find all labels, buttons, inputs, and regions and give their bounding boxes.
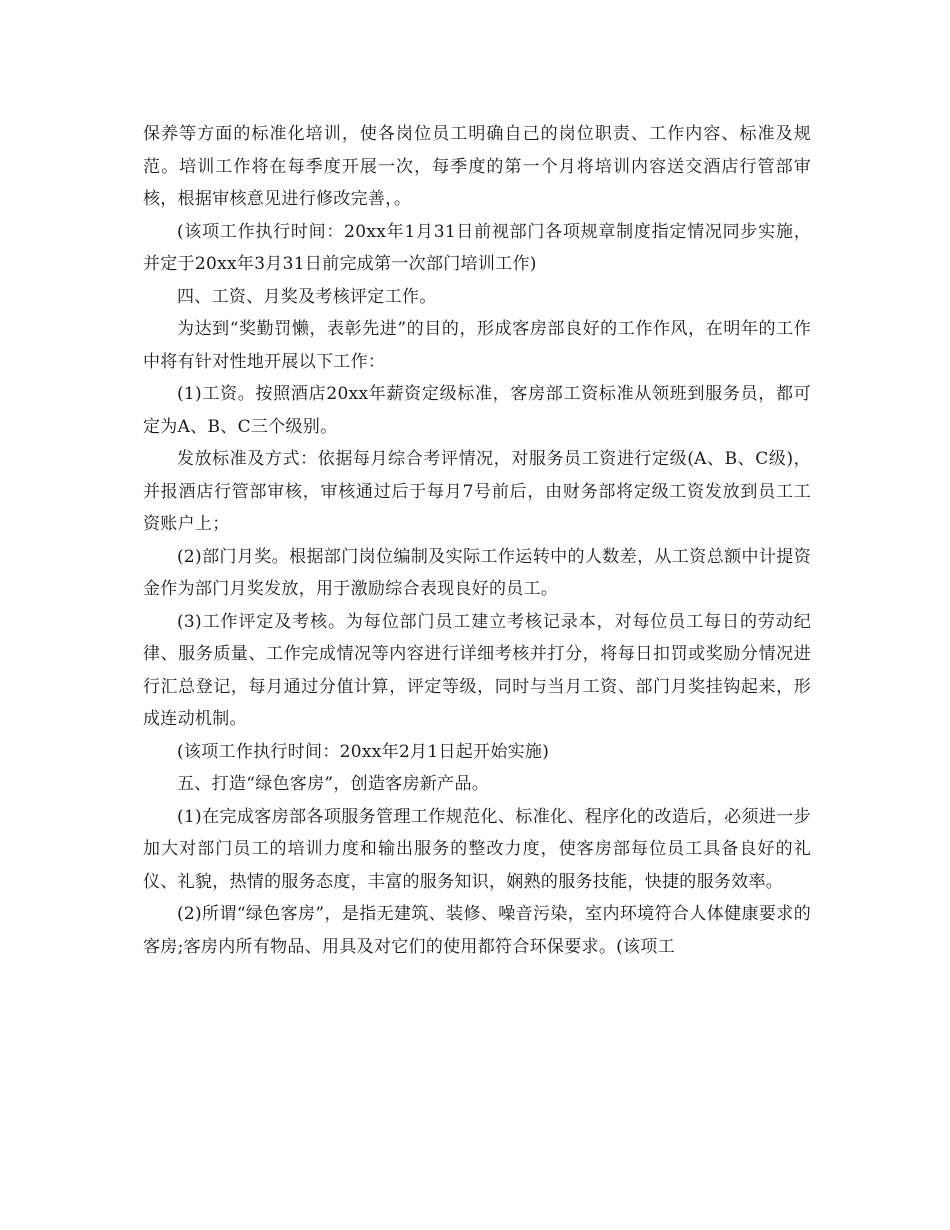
paragraph-training-continuation: 保养等方面的标准化培训，使各岗位员工明确自己的岗位职责、工作内容、标准及规范。培训工作将在每季度开展一次，每季度的第一个月将培训内容送交酒店行管部审核，根据审核意见进行修改完善，。 <box>143 124 811 209</box>
section-heading-four: 四、工资、月奖及考核评定工作。 <box>177 286 437 307</box>
paragraph-section-four-intro: 为达到“奖勤罚懒，表彰先进”的目的，形成客房部良好的工作作风，在明年的工作中将有针对性地开展以下工作： <box>143 319 811 372</box>
paragraph-wage: (1)工资。按照酒店20xx年薪资定级标准，客房部工资标准从领班到服务员，都可定为A、B、C三个级别。 <box>143 384 811 437</box>
document-body <box>143 118 811 963</box>
paragraph-payment-standard: 发放标准及方式：依据每月综合考评情况，对服务员工资进行定级(A、B、C级)，并报酒店行管部审核，审核通过后于每月7号前后，由财务部将定级工资发放到员工工资账户上； <box>143 449 811 534</box>
paragraph-green-room-1: (1)在完成客房部各项服务管理工作规范化、标准化、程序化的改造后，必须进一步加大对部门员工的培训力度和输出服务的整改力度，使客房部每位员工具备良好的礼仪、礼貌，热情的服务态度，丰富的服务知识，娴熟的服务技能，快捷的服务效率。 <box>143 806 811 892</box>
paragraph-green-room-2: (2)所谓“绿色客房”，是指无建筑、装修、噪音污染，室内环境符合人体健康要求的客房;客房内所有物品、用具及对它们的使用都符合环保要求。(该项工 <box>143 904 811 957</box>
section-heading-five: 五、打造“绿色客房”，创造客房新产品。 <box>177 774 490 794</box>
paragraph-monthly-bonus: (2)部门月奖。根据部门岗位编制及实际工作运转中的人数差，从工资总额中计提资金作为部门月奖发放，用于激励综合表现良好的员工。 <box>143 546 811 599</box>
paragraph-training-schedule: (该项工作执行时间：20xx年1月31日前视部门各项规章制度指定情况同步实施，并定于20xx年3月31日前完成第一次部门培训工作) <box>143 221 811 274</box>
paragraph-evaluation: (3)工作评定及考核。为每位部门员工建立考核记录本，对每位员工每日的劳动纪律、服务质量、工作完成情况等内容进行详细考核并打分，将每日扣罚或奖励分情况进行汇总登记，每月通过分值计算，评定等级，同时与当月工资、部门月奖挂钩起来，形成连动机制。 <box>143 611 811 729</box>
paragraph-evaluation-schedule: (该项工作执行时间：20xx年2月1日起开始实施) <box>177 741 550 762</box>
